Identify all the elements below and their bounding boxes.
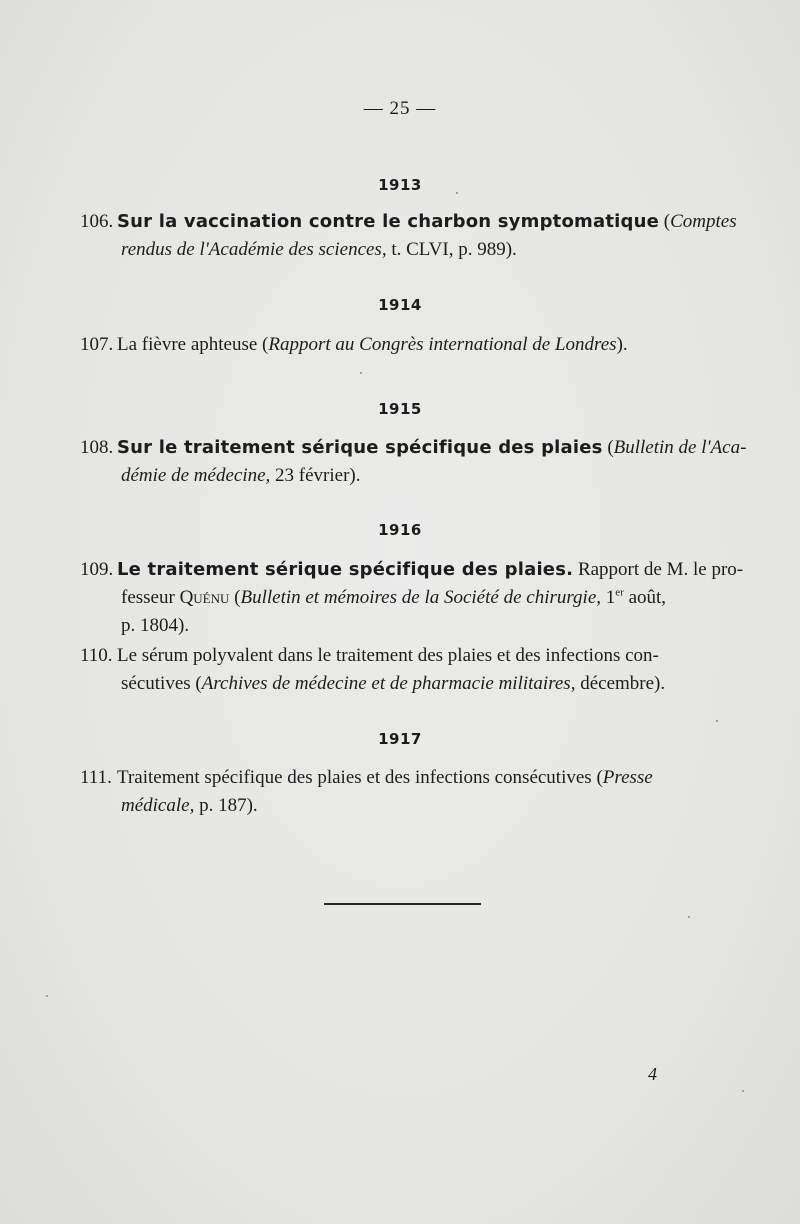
entry-citation: p. 1804).: [121, 615, 190, 636]
paper-speck: [688, 916, 690, 918]
entry-text: Rapport de M. le pro-: [573, 559, 744, 580]
bibliography-entry-107: [80, 331, 716, 359]
bibliography-entry-106: [80, 208, 737, 264]
entry-citation: 23 février).: [270, 465, 361, 486]
year-heading-1916: 1916: [378, 521, 422, 539]
entry-number: 110.: [80, 645, 113, 666]
bibliography-entry-110: [80, 642, 716, 698]
entry-source: Comptes: [670, 211, 737, 232]
year-heading-1913: 1913: [378, 176, 422, 194]
entry-source: Presse: [602, 767, 653, 788]
entry-source: Bulletin de l'Aca-: [613, 437, 747, 458]
entry-date-num: 1: [601, 587, 616, 608]
end-rule: [324, 903, 481, 905]
entry-source-cont: médicale,: [121, 795, 195, 816]
entry-close: ).: [616, 334, 628, 355]
entry-number: 107.: [80, 334, 114, 355]
entry-citation: décembre).: [575, 673, 666, 694]
ordinal-superscript: er: [615, 586, 624, 599]
entry-title: Sur le traitement sérique spécifique des plaies: [117, 437, 603, 458]
entry-number: 111.: [80, 767, 112, 788]
entry-text: Le sérum polyvalent dans le traitement des plaies et des infections con-: [117, 645, 659, 666]
entry-text: sécutives (: [121, 673, 202, 694]
entry-source: Bulletin et mémoires de la Société de chirurgie,: [240, 587, 602, 608]
entry-source: Rapport au Congrès international de Londres: [268, 334, 617, 355]
entry-source-open: (: [663, 211, 671, 232]
year-heading-1917: 1917: [378, 730, 422, 748]
bibliography-entry-111: [80, 764, 716, 820]
entry-source-open: (: [229, 587, 241, 608]
paper-speck: [742, 1090, 744, 1092]
page-number: — 25 —: [363, 98, 437, 119]
entry-citation: t. CLVI, p. 989).: [386, 239, 517, 260]
signature-mark: 4: [648, 1064, 657, 1084]
author-name: Quénu: [179, 587, 230, 608]
entry-source-open: (: [602, 437, 614, 458]
paper-speck: [716, 720, 718, 722]
entry-number: 108.: [80, 437, 114, 458]
entry-date: août,: [623, 587, 667, 608]
entry-source-cont: rendus de l'Académie des sciences,: [121, 239, 387, 260]
paper-speck: [46, 995, 48, 997]
paper-speck: [360, 372, 362, 374]
bibliography-entry-108: [80, 434, 747, 490]
year-heading-1915: 1915: [378, 400, 422, 418]
entry-text: Traitement spécifique des plaies et des infections consécutives (: [117, 767, 603, 788]
entry-citation: p. 187).: [194, 795, 258, 816]
entry-text: La fièvre aphteuse (: [117, 334, 269, 355]
bibliography-entry-109: [80, 556, 744, 640]
entry-title: Le traitement sérique spécifique des plaies.: [117, 559, 574, 580]
entry-text: fesseur: [121, 587, 180, 608]
entry-number: 106.: [80, 211, 114, 232]
entry-source: Archives de médecine et de pharmacie militaires,: [201, 673, 576, 694]
entry-title: Sur la vaccination contre le charbon symptomatique: [117, 211, 660, 232]
year-heading-1914: 1914: [378, 296, 422, 314]
paper-speck: [456, 192, 458, 194]
entry-source-cont: démie de médecine,: [121, 465, 271, 486]
entry-number: 109.: [80, 559, 114, 580]
